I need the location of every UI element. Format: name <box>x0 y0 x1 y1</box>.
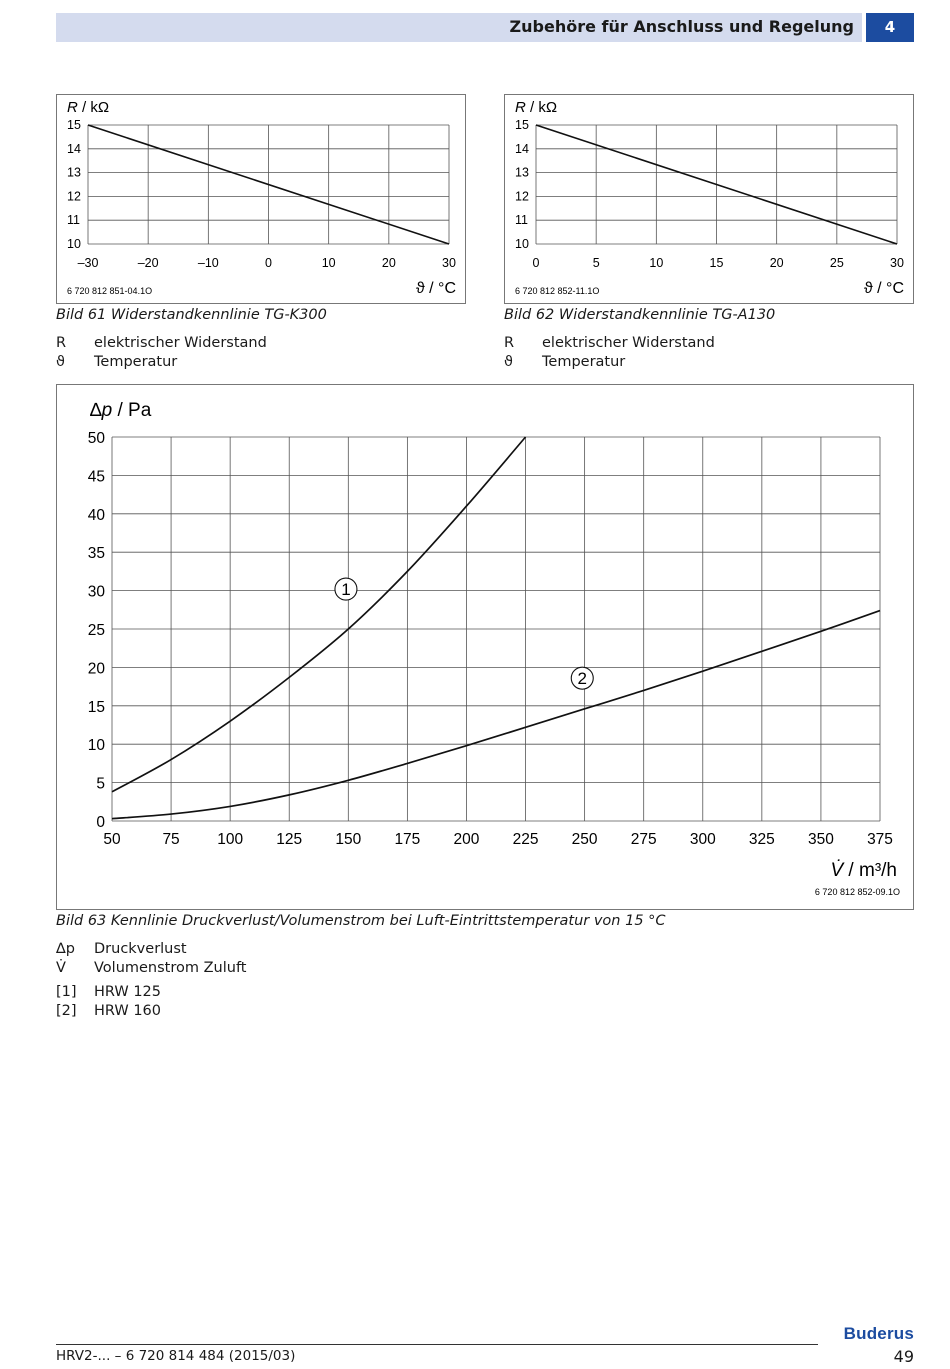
figure-63-legend-models <box>56 983 161 1021</box>
x-tick-label: 375 <box>867 831 893 848</box>
y-axis-label: R / kΩ <box>67 99 110 116</box>
y-axis-label: ∆p / Pa <box>90 400 152 421</box>
legend63b-symbol: [1] <box>56 984 77 1000</box>
curve-1 <box>112 437 526 792</box>
y-tick-label: 15 <box>87 698 105 716</box>
legend63b-row <box>56 1002 161 1021</box>
x-tick-label: 15 <box>709 256 724 270</box>
legend63a-symbol: V̇ <box>56 960 66 976</box>
y-tick-label: 45 <box>87 468 105 486</box>
y-tick-label: 12 <box>515 189 529 204</box>
footer-divider <box>56 1344 818 1345</box>
x-tick-label: –30 <box>77 256 99 270</box>
y-tick-label: 30 <box>87 583 105 601</box>
legend63b-text: HRW 160 <box>94 1003 162 1019</box>
y-tick-label: 10 <box>67 237 81 251</box>
y-tick-label: 15 <box>67 118 81 132</box>
x-tick-label: 30 <box>442 256 456 270</box>
x-tick-label: 100 <box>217 831 244 848</box>
curve-2 <box>112 611 880 819</box>
x-axis-label: V̇ / m³/h <box>830 860 897 881</box>
x-axis-label: ϑ / °C <box>415 280 456 297</box>
figure-61-chart <box>56 94 466 304</box>
y-tick-label: 14 <box>515 141 529 156</box>
y-tick-label: 11 <box>515 213 528 228</box>
figure-62-legend <box>504 334 715 372</box>
x-tick-label: 150 <box>335 831 362 848</box>
x-tick-label: 0 <box>532 256 540 270</box>
y-tick-label: 13 <box>515 165 529 180</box>
legend62-symbol: R <box>504 335 515 351</box>
legend61-symbol: ϑ <box>56 354 65 370</box>
y-tick-label: 15 <box>515 118 529 132</box>
y-tick-label: 10 <box>515 237 529 251</box>
footer-document-id: HRV2-... – 6 720 814 484 (2015/03) <box>56 1348 296 1364</box>
figure-code: 6 720 812 852-11.1O <box>515 286 600 296</box>
x-tick-label: 10 <box>321 256 336 270</box>
y-tick-label: 40 <box>87 506 105 524</box>
figure-61-svg <box>57 95 467 305</box>
x-tick-label: 20 <box>381 256 396 270</box>
legend61-symbol: R <box>56 335 67 351</box>
curve-marker-label: 2 <box>577 669 587 689</box>
figure-63-legend-symbols <box>56 940 246 978</box>
figure-63-chart <box>56 384 914 910</box>
x-tick-label: 0 <box>265 256 272 270</box>
x-tick-label: 75 <box>162 831 180 848</box>
x-tick-label: 50 <box>103 831 121 848</box>
legend63b-symbol: [2] <box>56 1003 77 1019</box>
y-axis-label: R / kΩ <box>515 99 558 116</box>
figure-63-svg <box>57 385 915 911</box>
legend61-row <box>56 334 267 353</box>
x-tick-label: 175 <box>394 831 421 848</box>
x-tick-label: –20 <box>137 256 159 270</box>
figure-62-caption: Bild 62 Widerstandkennlinie TG-A130 <box>504 307 776 323</box>
x-tick-label: 225 <box>512 831 539 848</box>
y-tick-label: 50 <box>87 430 105 447</box>
y-tick-label: 35 <box>87 545 105 563</box>
page-number: 49 <box>893 1347 914 1366</box>
legend61-text: elektrischer Widerstand <box>94 335 267 351</box>
figure-63-caption: Bild 63 Kennlinie Druckverlust/Volumenstrom bei Luft-Eintrittstemperatur von 15 °C <box>56 913 666 929</box>
x-tick-label: 10 <box>649 256 664 270</box>
x-tick-label: 250 <box>571 831 598 848</box>
y-tick-label: 20 <box>87 660 105 678</box>
figure-61-legend <box>56 334 267 372</box>
legend61-text: Temperatur <box>94 354 178 370</box>
y-tick-label: 13 <box>67 165 81 180</box>
y-tick-label: 10 <box>87 737 105 755</box>
y-tick-label: 5 <box>96 775 105 793</box>
x-axis-label: ϑ / °C <box>863 280 904 297</box>
x-tick-label: –10 <box>197 256 219 270</box>
section-title: Zubehöre für Anschluss und Regelung <box>509 17 854 36</box>
figure-62-svg <box>505 95 915 305</box>
y-tick-label: 0 <box>96 814 105 831</box>
figure-code: 6 720 812 852-09.1O <box>814 887 900 897</box>
legend63b-text: HRW 125 <box>94 984 162 1000</box>
y-tick-label: 12 <box>67 189 81 204</box>
legend63a-symbol: ∆p <box>56 941 75 957</box>
legend63a-text: Druckverlust <box>94 941 187 957</box>
figure-61-caption: Bild 61 Widerstandkennlinie TG-K300 <box>56 307 327 323</box>
x-tick-label: 30 <box>890 256 904 270</box>
x-tick-label: 125 <box>276 831 303 848</box>
curve-marker-label: 1 <box>341 580 351 600</box>
figure-code: 6 720 812 851-04.1O <box>67 286 153 296</box>
legend62-text: elektrischer Widerstand <box>542 335 715 351</box>
legend62-symbol: ϑ <box>504 354 513 370</box>
x-tick-label: 5 <box>592 256 600 270</box>
x-tick-label: 325 <box>748 831 775 848</box>
x-tick-label: 275 <box>630 831 657 848</box>
legend63a-row <box>56 959 246 978</box>
legend62-row <box>504 353 715 372</box>
legend63a-text: Volumenstrom Zuluft <box>94 960 247 976</box>
legend61-row <box>56 353 267 372</box>
y-tick-label: 25 <box>87 622 105 639</box>
legend63a-row <box>56 940 246 959</box>
legend63b-row <box>56 983 161 1002</box>
y-tick-label: 14 <box>67 141 81 156</box>
x-tick-label: 200 <box>453 831 480 848</box>
legend62-row <box>504 334 715 353</box>
figure-62-chart <box>504 94 914 304</box>
header-bar <box>56 13 862 42</box>
chapter-number: 4 <box>866 13 914 42</box>
x-tick-label: 20 <box>769 256 784 270</box>
legend62-text: Temperatur <box>542 354 626 370</box>
x-tick-label: 300 <box>689 831 716 848</box>
brand-logo: Buderus <box>843 1324 914 1343</box>
x-tick-label: 25 <box>829 256 844 270</box>
y-tick-label: 11 <box>67 213 80 228</box>
x-tick-label: 350 <box>807 831 834 848</box>
